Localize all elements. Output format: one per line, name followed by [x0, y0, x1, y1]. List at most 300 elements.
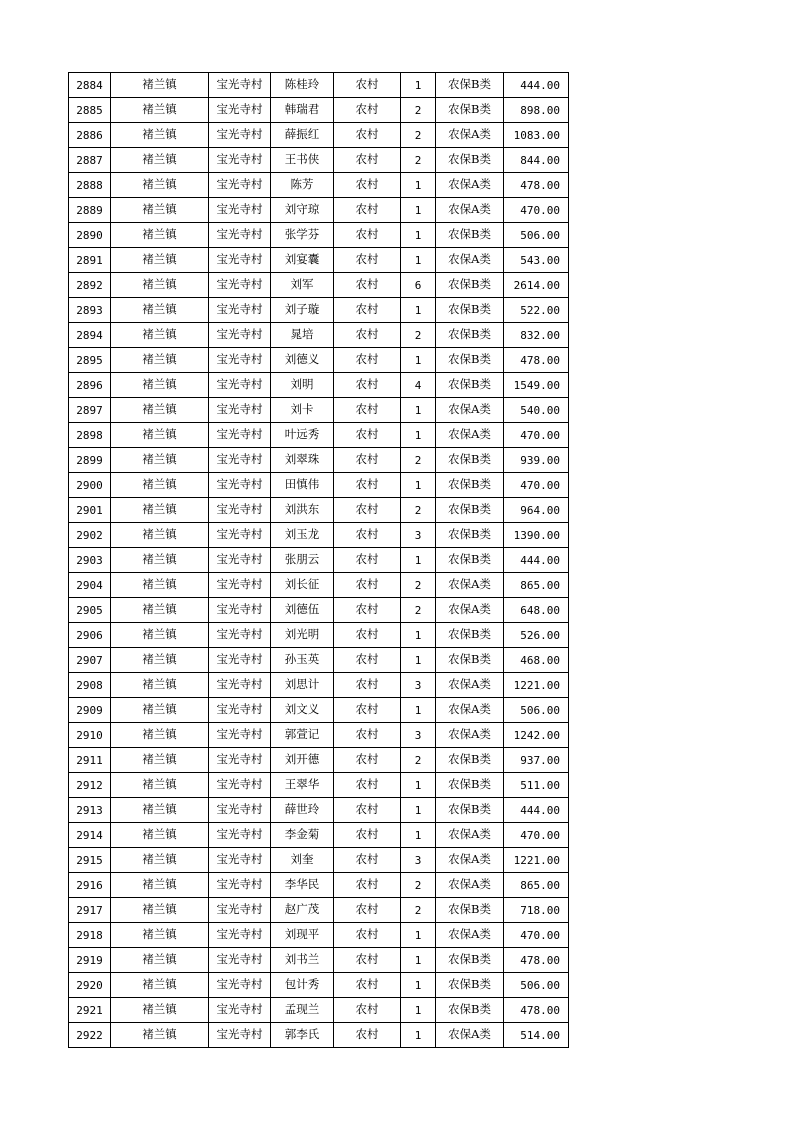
cell-village: 宝光寺村 — [209, 473, 271, 498]
cell-member-count: 1 — [401, 473, 436, 498]
table-row — [69, 948, 569, 973]
cell-village: 宝光寺村 — [209, 948, 271, 973]
cell-serial-number: 2916 — [69, 873, 111, 898]
cell-serial-number: 2908 — [69, 673, 111, 698]
cell-member-count: 1 — [401, 648, 436, 673]
cell-member-count: 1 — [401, 623, 436, 648]
cell-amount: 1242.00 — [504, 723, 569, 748]
cell-person-name: 刘奎 — [271, 848, 334, 873]
cell-household-type: 农村 — [334, 273, 401, 298]
cell-town: 褚兰镇 — [111, 923, 209, 948]
cell-village: 宝光寺村 — [209, 723, 271, 748]
cell-amount: 543.00 — [504, 248, 569, 273]
cell-amount: 865.00 — [504, 573, 569, 598]
cell-household-type: 农村 — [334, 373, 401, 398]
cell-serial-number: 2897 — [69, 398, 111, 423]
cell-member-count: 1 — [401, 173, 436, 198]
cell-member-count: 1 — [401, 548, 436, 573]
cell-amount: 844.00 — [504, 148, 569, 173]
cell-village: 宝光寺村 — [209, 98, 271, 123]
cell-village: 宝光寺村 — [209, 1023, 271, 1048]
cell-village: 宝光寺村 — [209, 173, 271, 198]
table-row — [69, 698, 569, 723]
cell-town: 褚兰镇 — [111, 448, 209, 473]
cell-amount: 526.00 — [504, 623, 569, 648]
cell-serial-number: 2898 — [69, 423, 111, 448]
cell-village: 宝光寺村 — [209, 73, 271, 98]
cell-person-name: 薛振红 — [271, 123, 334, 148]
cell-insurance-category: 农保A类 — [436, 598, 504, 623]
cell-village: 宝光寺村 — [209, 748, 271, 773]
cell-household-type: 农村 — [334, 398, 401, 423]
cell-village: 宝光寺村 — [209, 623, 271, 648]
cell-member-count: 4 — [401, 373, 436, 398]
cell-town: 褚兰镇 — [111, 873, 209, 898]
cell-serial-number: 2890 — [69, 223, 111, 248]
cell-person-name: 张朋云 — [271, 548, 334, 573]
cell-member-count: 2 — [401, 498, 436, 523]
cell-member-count: 1 — [401, 73, 436, 98]
cell-serial-number: 2896 — [69, 373, 111, 398]
cell-town: 褚兰镇 — [111, 323, 209, 348]
cell-member-count: 2 — [401, 448, 436, 473]
table-row — [69, 498, 569, 523]
cell-person-name: 刘德伍 — [271, 598, 334, 623]
cell-person-name: 刘守琼 — [271, 198, 334, 223]
cell-household-type: 农村 — [334, 798, 401, 823]
cell-insurance-category: 农保A类 — [436, 923, 504, 948]
cell-serial-number: 2900 — [69, 473, 111, 498]
cell-member-count: 6 — [401, 273, 436, 298]
cell-insurance-category: 农保A类 — [436, 248, 504, 273]
table-row — [69, 648, 569, 673]
cell-household-type: 农村 — [334, 448, 401, 473]
cell-insurance-category: 农保A类 — [436, 573, 504, 598]
cell-serial-number: 2887 — [69, 148, 111, 173]
cell-person-name: 刘明 — [271, 373, 334, 398]
table-row — [69, 273, 569, 298]
cell-insurance-category: 农保B类 — [436, 798, 504, 823]
cell-insurance-category: 农保B类 — [436, 348, 504, 373]
cell-person-name: 孟现兰 — [271, 998, 334, 1023]
cell-amount: 511.00 — [504, 773, 569, 798]
cell-person-name: 王翠华 — [271, 773, 334, 798]
cell-person-name: 刘翠珠 — [271, 448, 334, 473]
cell-member-count: 2 — [401, 873, 436, 898]
cell-village: 宝光寺村 — [209, 298, 271, 323]
cell-person-name: 郭李氏 — [271, 1023, 334, 1048]
cell-member-count: 1 — [401, 773, 436, 798]
records-table — [68, 72, 569, 1048]
cell-serial-number: 2904 — [69, 573, 111, 598]
cell-village: 宝光寺村 — [209, 348, 271, 373]
cell-serial-number: 2901 — [69, 498, 111, 523]
cell-household-type: 农村 — [334, 548, 401, 573]
cell-serial-number: 2912 — [69, 773, 111, 798]
cell-person-name: 李金菊 — [271, 823, 334, 848]
cell-village: 宝光寺村 — [209, 498, 271, 523]
cell-village: 宝光寺村 — [209, 873, 271, 898]
cell-insurance-category: 农保B类 — [436, 623, 504, 648]
cell-insurance-category: 农保A类 — [436, 673, 504, 698]
cell-member-count: 1 — [401, 298, 436, 323]
cell-insurance-category: 农保B类 — [436, 998, 504, 1023]
cell-amount: 540.00 — [504, 398, 569, 423]
cell-serial-number: 2905 — [69, 598, 111, 623]
table-row — [69, 398, 569, 423]
cell-town: 褚兰镇 — [111, 898, 209, 923]
cell-insurance-category: 农保B类 — [436, 648, 504, 673]
cell-household-type: 农村 — [334, 698, 401, 723]
table-row — [69, 748, 569, 773]
cell-serial-number: 2906 — [69, 623, 111, 648]
cell-member-count: 1 — [401, 423, 436, 448]
cell-insurance-category: 农保B类 — [436, 273, 504, 298]
table-row — [69, 98, 569, 123]
table-row — [69, 973, 569, 998]
table-row — [69, 198, 569, 223]
cell-member-count: 1 — [401, 923, 436, 948]
cell-insurance-category: 农保B类 — [436, 323, 504, 348]
cell-member-count: 2 — [401, 598, 436, 623]
cell-town: 褚兰镇 — [111, 298, 209, 323]
cell-village: 宝光寺村 — [209, 698, 271, 723]
cell-household-type: 农村 — [334, 348, 401, 373]
cell-town: 褚兰镇 — [111, 73, 209, 98]
table-row — [69, 448, 569, 473]
cell-household-type: 农村 — [334, 523, 401, 548]
cell-serial-number: 2884 — [69, 73, 111, 98]
cell-insurance-category: 农保B类 — [436, 73, 504, 98]
cell-person-name: 孙玉英 — [271, 648, 334, 673]
cell-serial-number: 2894 — [69, 323, 111, 348]
cell-village: 宝光寺村 — [209, 423, 271, 448]
cell-member-count: 2 — [401, 123, 436, 148]
cell-town: 褚兰镇 — [111, 273, 209, 298]
table-row — [69, 148, 569, 173]
table-row — [69, 798, 569, 823]
cell-amount: 444.00 — [504, 548, 569, 573]
cell-household-type: 农村 — [334, 973, 401, 998]
cell-village: 宝光寺村 — [209, 248, 271, 273]
cell-serial-number: 2922 — [69, 1023, 111, 1048]
cell-insurance-category: 农保B类 — [436, 898, 504, 923]
cell-village: 宝光寺村 — [209, 998, 271, 1023]
cell-member-count: 1 — [401, 998, 436, 1023]
cell-town: 褚兰镇 — [111, 748, 209, 773]
cell-serial-number: 2891 — [69, 248, 111, 273]
cell-member-count: 1 — [401, 348, 436, 373]
cell-amount: 478.00 — [504, 348, 569, 373]
cell-town: 褚兰镇 — [111, 1023, 209, 1048]
cell-person-name: 刘书兰 — [271, 948, 334, 973]
table-row — [69, 348, 569, 373]
table-row — [69, 123, 569, 148]
cell-household-type: 农村 — [334, 623, 401, 648]
cell-person-name: 田慎伟 — [271, 473, 334, 498]
cell-member-count: 1 — [401, 698, 436, 723]
cell-household-type: 农村 — [334, 823, 401, 848]
cell-village: 宝光寺村 — [209, 673, 271, 698]
cell-household-type: 农村 — [334, 1023, 401, 1048]
cell-village: 宝光寺村 — [209, 848, 271, 873]
cell-town: 褚兰镇 — [111, 723, 209, 748]
cell-village: 宝光寺村 — [209, 398, 271, 423]
cell-insurance-category: 农保B类 — [436, 148, 504, 173]
cell-household-type: 农村 — [334, 198, 401, 223]
cell-town: 褚兰镇 — [111, 973, 209, 998]
cell-village: 宝光寺村 — [209, 148, 271, 173]
cell-member-count: 1 — [401, 223, 436, 248]
table-row — [69, 223, 569, 248]
cell-amount: 470.00 — [504, 198, 569, 223]
cell-serial-number: 2886 — [69, 123, 111, 148]
cell-insurance-category: 农保A类 — [436, 198, 504, 223]
table-row — [69, 848, 569, 873]
cell-village: 宝光寺村 — [209, 798, 271, 823]
cell-member-count: 1 — [401, 798, 436, 823]
cell-amount: 865.00 — [504, 873, 569, 898]
cell-serial-number: 2917 — [69, 898, 111, 923]
table-row — [69, 873, 569, 898]
cell-serial-number: 2910 — [69, 723, 111, 748]
table-body — [69, 73, 569, 1048]
cell-amount: 478.00 — [504, 173, 569, 198]
cell-amount: 964.00 — [504, 498, 569, 523]
cell-member-count: 2 — [401, 323, 436, 348]
table-row — [69, 598, 569, 623]
table-row — [69, 248, 569, 273]
cell-amount: 648.00 — [504, 598, 569, 623]
table-row — [69, 323, 569, 348]
cell-person-name: 刘开德 — [271, 748, 334, 773]
cell-person-name: 刘光明 — [271, 623, 334, 648]
table-row — [69, 773, 569, 798]
cell-household-type: 农村 — [334, 223, 401, 248]
cell-town: 褚兰镇 — [111, 148, 209, 173]
cell-household-type: 农村 — [334, 948, 401, 973]
cell-village: 宝光寺村 — [209, 898, 271, 923]
cell-insurance-category: 农保A类 — [436, 873, 504, 898]
cell-person-name: 张学芬 — [271, 223, 334, 248]
cell-village: 宝光寺村 — [209, 973, 271, 998]
cell-amount: 470.00 — [504, 473, 569, 498]
cell-insurance-category: 农保B类 — [436, 948, 504, 973]
cell-town: 褚兰镇 — [111, 948, 209, 973]
cell-amount: 1221.00 — [504, 673, 569, 698]
cell-village: 宝光寺村 — [209, 573, 271, 598]
cell-town: 褚兰镇 — [111, 998, 209, 1023]
cell-person-name: 刘文义 — [271, 698, 334, 723]
cell-person-name: 刘思计 — [271, 673, 334, 698]
cell-town: 褚兰镇 — [111, 498, 209, 523]
table-row — [69, 573, 569, 598]
cell-village: 宝光寺村 — [209, 223, 271, 248]
cell-member-count: 2 — [401, 898, 436, 923]
cell-member-count: 3 — [401, 723, 436, 748]
cell-village: 宝光寺村 — [209, 548, 271, 573]
cell-insurance-category: 农保A类 — [436, 1023, 504, 1048]
table-row — [69, 1023, 569, 1048]
cell-amount: 478.00 — [504, 998, 569, 1023]
cell-amount: 506.00 — [504, 698, 569, 723]
cell-household-type: 农村 — [334, 498, 401, 523]
cell-member-count: 1 — [401, 398, 436, 423]
table-row — [69, 623, 569, 648]
table-row — [69, 73, 569, 98]
table-row — [69, 173, 569, 198]
cell-household-type: 农村 — [334, 648, 401, 673]
cell-serial-number: 2889 — [69, 198, 111, 223]
cell-town: 褚兰镇 — [111, 798, 209, 823]
cell-serial-number: 2903 — [69, 548, 111, 573]
cell-household-type: 农村 — [334, 98, 401, 123]
cell-insurance-category: 农保B类 — [436, 98, 504, 123]
cell-serial-number: 2888 — [69, 173, 111, 198]
cell-insurance-category: 农保B类 — [436, 298, 504, 323]
cell-person-name: 刘德义 — [271, 348, 334, 373]
cell-amount: 1549.00 — [504, 373, 569, 398]
table-row — [69, 473, 569, 498]
cell-person-name: 晁培 — [271, 323, 334, 348]
cell-insurance-category: 农保B类 — [436, 498, 504, 523]
cell-village: 宝光寺村 — [209, 123, 271, 148]
cell-amount: 2614.00 — [504, 273, 569, 298]
cell-household-type: 农村 — [334, 148, 401, 173]
cell-serial-number: 2885 — [69, 98, 111, 123]
cell-village: 宝光寺村 — [209, 648, 271, 673]
cell-person-name: 刘卡 — [271, 398, 334, 423]
table-row — [69, 298, 569, 323]
cell-amount: 898.00 — [504, 98, 569, 123]
table-row — [69, 673, 569, 698]
cell-person-name: 刘洪东 — [271, 498, 334, 523]
cell-village: 宝光寺村 — [209, 273, 271, 298]
cell-insurance-category: 农保B类 — [436, 748, 504, 773]
cell-village: 宝光寺村 — [209, 523, 271, 548]
cell-member-count: 3 — [401, 848, 436, 873]
cell-town: 褚兰镇 — [111, 573, 209, 598]
cell-household-type: 农村 — [334, 848, 401, 873]
cell-town: 褚兰镇 — [111, 473, 209, 498]
cell-member-count: 3 — [401, 523, 436, 548]
cell-town: 褚兰镇 — [111, 98, 209, 123]
cell-member-count: 3 — [401, 673, 436, 698]
cell-member-count: 1 — [401, 198, 436, 223]
cell-household-type: 农村 — [334, 248, 401, 273]
cell-amount: 468.00 — [504, 648, 569, 673]
cell-amount: 506.00 — [504, 223, 569, 248]
cell-serial-number: 2907 — [69, 648, 111, 673]
cell-member-count: 1 — [401, 948, 436, 973]
cell-insurance-category: 农保A类 — [436, 123, 504, 148]
cell-amount: 832.00 — [504, 323, 569, 348]
cell-village: 宝光寺村 — [209, 823, 271, 848]
cell-town: 褚兰镇 — [111, 173, 209, 198]
table-row — [69, 523, 569, 548]
cell-person-name: 李华民 — [271, 873, 334, 898]
table-row — [69, 898, 569, 923]
cell-household-type: 农村 — [334, 773, 401, 798]
table-row — [69, 373, 569, 398]
cell-town: 褚兰镇 — [111, 248, 209, 273]
cell-household-type: 农村 — [334, 673, 401, 698]
cell-town: 褚兰镇 — [111, 398, 209, 423]
cell-amount: 470.00 — [504, 823, 569, 848]
cell-insurance-category: 农保B类 — [436, 473, 504, 498]
cell-amount: 444.00 — [504, 73, 569, 98]
cell-household-type: 农村 — [334, 323, 401, 348]
cell-town: 褚兰镇 — [111, 648, 209, 673]
table-row — [69, 823, 569, 848]
cell-member-count: 2 — [401, 573, 436, 598]
cell-insurance-category: 农保B类 — [436, 973, 504, 998]
cell-serial-number: 2918 — [69, 923, 111, 948]
cell-insurance-category: 农保B类 — [436, 223, 504, 248]
cell-serial-number: 2919 — [69, 948, 111, 973]
cell-household-type: 农村 — [334, 723, 401, 748]
cell-insurance-category: 农保B类 — [436, 373, 504, 398]
cell-town: 褚兰镇 — [111, 623, 209, 648]
cell-village: 宝光寺村 — [209, 198, 271, 223]
cell-town: 褚兰镇 — [111, 598, 209, 623]
cell-insurance-category: 农保A类 — [436, 398, 504, 423]
cell-person-name: 刘宴囊 — [271, 248, 334, 273]
cell-serial-number: 2915 — [69, 848, 111, 873]
cell-amount: 522.00 — [504, 298, 569, 323]
cell-village: 宝光寺村 — [209, 448, 271, 473]
cell-person-name: 刘长征 — [271, 573, 334, 598]
cell-household-type: 农村 — [334, 123, 401, 148]
cell-household-type: 农村 — [334, 73, 401, 98]
cell-person-name: 韩瑞君 — [271, 98, 334, 123]
cell-serial-number: 2913 — [69, 798, 111, 823]
cell-insurance-category: 农保B类 — [436, 448, 504, 473]
cell-amount: 939.00 — [504, 448, 569, 473]
cell-serial-number: 2921 — [69, 998, 111, 1023]
cell-town: 褚兰镇 — [111, 523, 209, 548]
cell-member-count: 1 — [401, 823, 436, 848]
cell-member-count: 1 — [401, 248, 436, 273]
cell-town: 褚兰镇 — [111, 373, 209, 398]
cell-town: 褚兰镇 — [111, 548, 209, 573]
cell-person-name: 薛世玲 — [271, 798, 334, 823]
cell-insurance-category: 农保B类 — [436, 548, 504, 573]
cell-person-name: 刘玉龙 — [271, 523, 334, 548]
cell-member-count: 2 — [401, 98, 436, 123]
cell-town: 褚兰镇 — [111, 673, 209, 698]
table-row — [69, 423, 569, 448]
cell-member-count: 1 — [401, 973, 436, 998]
cell-person-name: 王书侠 — [271, 148, 334, 173]
cell-insurance-category: 农保A类 — [436, 698, 504, 723]
cell-person-name: 刘现平 — [271, 923, 334, 948]
cell-serial-number: 2909 — [69, 698, 111, 723]
cell-village: 宝光寺村 — [209, 598, 271, 623]
cell-town: 褚兰镇 — [111, 123, 209, 148]
cell-member-count: 2 — [401, 748, 436, 773]
cell-serial-number: 2892 — [69, 273, 111, 298]
cell-person-name: 刘军 — [271, 273, 334, 298]
cell-member-count: 2 — [401, 148, 436, 173]
cell-serial-number: 2920 — [69, 973, 111, 998]
cell-village: 宝光寺村 — [209, 923, 271, 948]
cell-town: 褚兰镇 — [111, 773, 209, 798]
cell-household-type: 农村 — [334, 473, 401, 498]
cell-household-type: 农村 — [334, 748, 401, 773]
cell-household-type: 农村 — [334, 298, 401, 323]
cell-amount: 444.00 — [504, 798, 569, 823]
